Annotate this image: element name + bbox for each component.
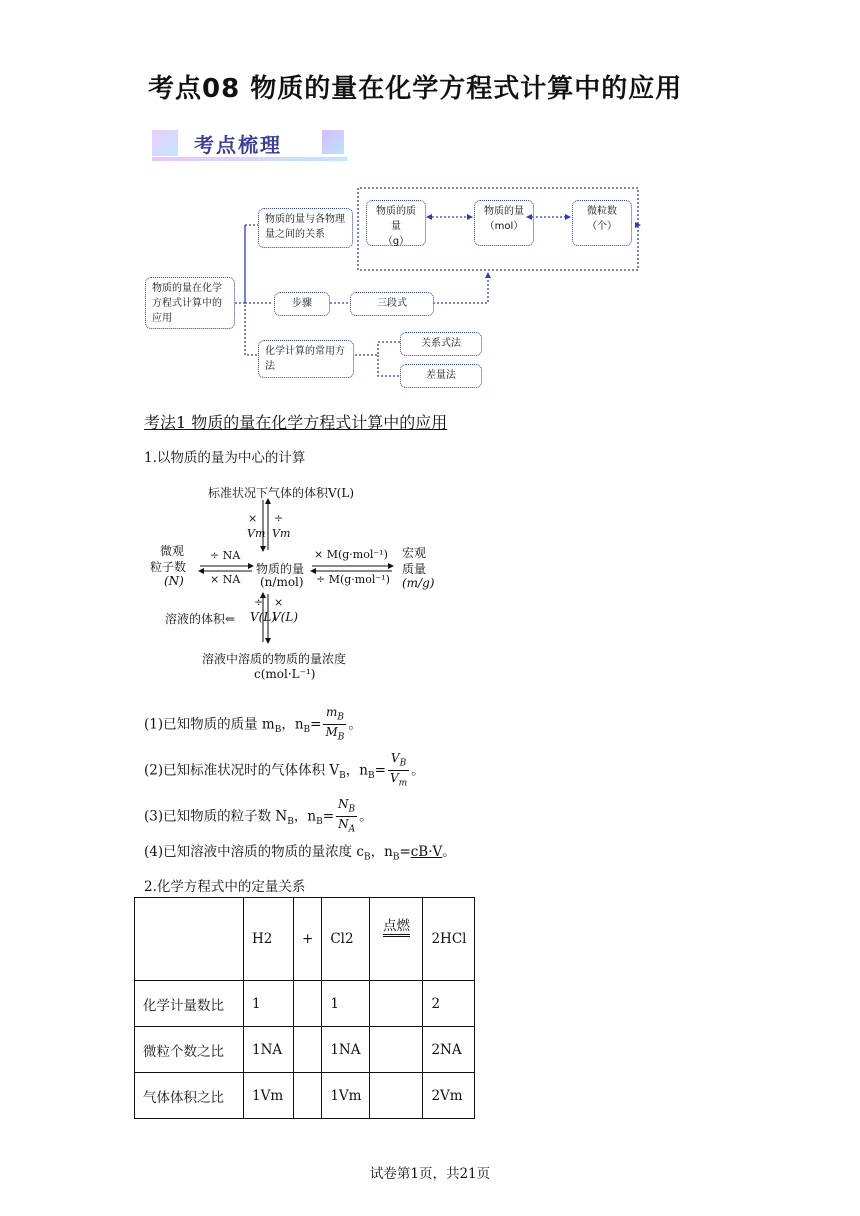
table-cl2: Cl2 — [322, 898, 370, 981]
cell: 1Vm — [322, 1073, 370, 1119]
diagram-macro: 宏观 — [402, 546, 427, 560]
mind-map-method-relation: 关系式法 — [400, 332, 482, 356]
ratio-table — [134, 897, 475, 1119]
diagram-dn-div: ÷ — [254, 596, 264, 609]
mind-map-branch-relations: 物质的量与各物理量之间的关系 — [258, 208, 353, 248]
table-condition — [370, 898, 423, 981]
mole-label: 物质的量 — [484, 206, 524, 217]
diagram-div-m: ÷ M(g·mol⁻¹) — [316, 573, 390, 586]
subheading-1: 1.以物质的量为中心的计算 — [144, 450, 306, 466]
diagram-up-vm2: Vm — [272, 527, 291, 540]
page-footer: 试卷第1页，共21页 — [369, 1166, 491, 1182]
mind-map — [140, 180, 650, 395]
diagram-m-g: (m/g) — [402, 576, 435, 590]
page-title: 考点08 物质的量在化学方程式计算中的应用 — [148, 74, 683, 104]
item-3-text: (3)已知物质的粒子数 N — [144, 808, 288, 825]
cell: 1NA — [322, 1027, 370, 1073]
mind-map-particle — [572, 200, 632, 246]
cell: 1NA — [244, 1027, 294, 1073]
mind-map-method-difference: 差量法 — [400, 364, 482, 388]
row-label: 气体体积之比 — [135, 1073, 244, 1119]
item-4-text: (4)已知溶液中溶质的物质的量浓度 c — [144, 844, 364, 860]
section-heading: 考法1 物质的量在化学方程式计算中的应用 — [144, 413, 448, 432]
table-row — [135, 1027, 475, 1073]
table-h2: H2 — [244, 898, 294, 981]
cell: 2Vm — [423, 1073, 475, 1119]
diagram-dn-times: × — [274, 596, 284, 609]
mole-unit: （mol） — [484, 221, 524, 232]
diagram-center-unit: (n/mol) — [260, 575, 304, 589]
table-hcl: 2HCl — [423, 898, 475, 981]
banner-underline — [152, 157, 347, 161]
row-label: 化学计量数比 — [135, 981, 244, 1027]
diagram-up-times: × — [248, 512, 258, 525]
table-corner — [135, 898, 244, 981]
diagram-times-na: × NA — [210, 573, 241, 586]
item-1-text: (1)已知物质的质量 m — [144, 716, 275, 733]
item-4: (4)已知溶液中溶质的物质的量浓度 $c_B$，$n_B=cB\cdot V$。 — [144, 844, 456, 863]
cell: 1 — [322, 981, 370, 1027]
diagram-center: 物质的量 — [256, 562, 305, 576]
diagram-vl: V(L) — [250, 610, 276, 624]
frac-volume: $\frac{V_B}{V_m}$ — [389, 751, 408, 789]
cell: 2NA — [423, 1027, 475, 1073]
section-banner — [152, 126, 347, 162]
item-1: (1)已知物质的质量 $m_B$，$n_B=$ $\frac{m_B}{M_B}$ 。 — [144, 705, 362, 743]
particle-label: 微粒数 — [587, 206, 617, 217]
banner-deco-left — [152, 130, 178, 156]
frac-particles: $\frac{N_B}{N_A}$ — [338, 797, 356, 835]
item-2-text: (2)已知标准状况时的气体体积 V — [144, 762, 340, 779]
cell: 2 — [423, 981, 475, 1027]
table-plus: + — [294, 898, 322, 981]
mass-unit: （g） — [382, 236, 410, 247]
diagram-micro: 微观 — [160, 544, 185, 558]
mass-label: 物质的质量 — [376, 206, 416, 232]
mind-map-steps: 步骤 — [274, 292, 330, 316]
mole-diagram — [150, 482, 450, 687]
diagram-mass: 质量 — [402, 562, 427, 576]
diagram-solution-volume: 溶液的体积⇐ — [165, 612, 236, 626]
diagram-particle-count: 粒子数 — [150, 560, 187, 574]
diagram-div-na: ÷ NA — [210, 549, 241, 562]
condition-label: 点燃 — [383, 918, 410, 937]
table-row — [135, 981, 475, 1027]
mind-map-mole — [474, 200, 534, 246]
table-row — [135, 1073, 475, 1119]
frac-mass: $\frac{m_B}{M_B}$ — [325, 705, 345, 743]
mind-map-three-stage: 三段式 — [350, 292, 434, 316]
subheading-2: 2.化学方程式中的定量关系 — [144, 879, 306, 895]
mind-map-branch-methods: 化学计算的常用方法 — [258, 340, 354, 378]
diagram-concentration: 溶液中溶质的物质的量浓度 — [202, 652, 347, 666]
item-3: (3)已知物质的粒子数 $N_B$，$n_B=$ $\frac{N_B}{N_A}$ 。 — [144, 797, 373, 835]
diagram-times-m: × M(g·mol⁻¹) — [314, 548, 388, 561]
table-header-row — [135, 898, 475, 981]
cell: 1Vm — [244, 1073, 294, 1119]
diagram-gas-volume: 标准状况下气体的体积V(L) — [208, 486, 354, 500]
particle-unit: （个） — [587, 221, 617, 232]
diagram-n: (N) — [164, 574, 184, 588]
mind-map-root: 物质的量在化学方程式计算中的应用 — [145, 277, 235, 329]
cell: 1 — [244, 981, 294, 1027]
diagram-dn-vl2: V(L) — [272, 610, 298, 624]
banner-label: 考点梳理 — [194, 133, 282, 157]
row-label: 微粒个数之比 — [135, 1027, 244, 1073]
mind-map-mass — [366, 200, 426, 246]
diagram-up-div: ÷ — [274, 512, 284, 525]
diagram-up-vm: Vm — [247, 527, 266, 540]
banner-deco-right — [322, 130, 344, 154]
item-2: (2)已知标准状况时的气体体积 $V_B$，$n_B=$ $\frac{V_B}{V_m}$ 。 — [144, 751, 425, 789]
diagram-c-unit: c(mol·L⁻¹) — [254, 667, 316, 681]
